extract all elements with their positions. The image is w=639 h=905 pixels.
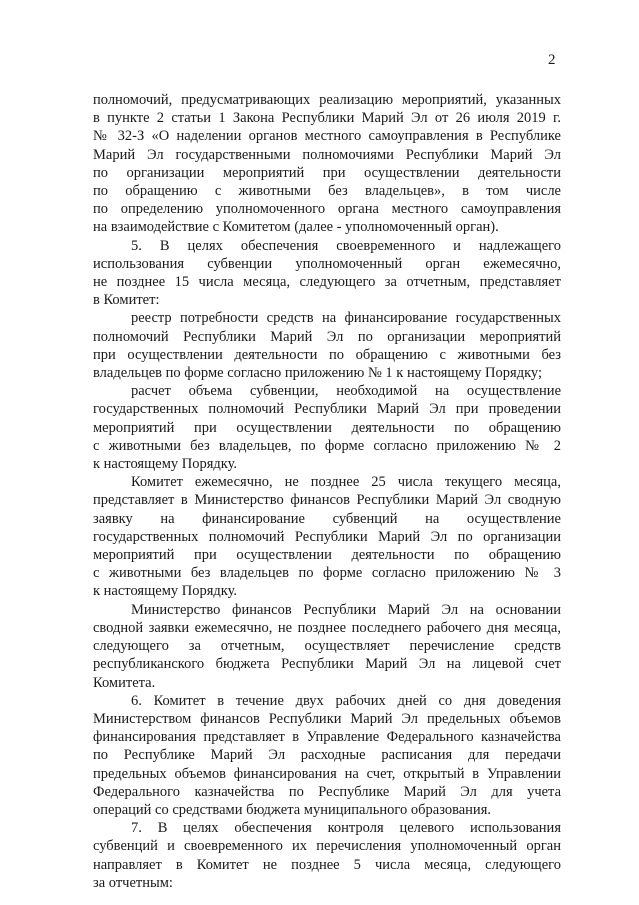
text-line: заявку на финансирование субвенций на осуществление [93, 510, 561, 527]
text-line: Марий Эл государственными полномочиями Республики Марий Эл [93, 146, 561, 163]
text-line: использования субвенции уполномоченный орган ежемесячно, [93, 255, 561, 272]
text-line: расчет объема субвенции, необходимой на осуществление [131, 383, 561, 400]
page-number: 2 [548, 52, 556, 68]
paragraph [93, 819, 561, 892]
text-line: по Республике Марий Эл расходные расписания для передачи [93, 747, 561, 764]
text-line: Комитет ежемесячно, не позднее 25 числа текущего месяца, [131, 474, 561, 491]
paragraph [93, 237, 561, 310]
text-line: представляет в Министерство финансов Республики Марий Эл сводную [93, 492, 561, 509]
text-line: финансирования представляет в Управление Федерального казначейства [93, 729, 561, 746]
text-line: № 32-З «О наделении органов местного самоуправления в Республике [93, 128, 561, 145]
paragraph [93, 692, 561, 819]
text-line: предельных объемов финансирования на счет, открытый в Управлении [93, 765, 561, 782]
text-line: государственных полномочий Республики Марий Эл по организации [93, 528, 561, 545]
paragraph [93, 473, 561, 600]
text-line: к настоящему Порядку. [93, 456, 238, 473]
text-line: по организации мероприятий при осуществлении деятельности [93, 164, 561, 181]
text-line: с животными без владельцев по форме согласно приложению № 3 [93, 565, 561, 582]
text-line: по обращению с животными без владельцев», в том числе [93, 183, 561, 200]
text-line: сводной заявки ежемесячно, не позднее последнего рабочего дня месяца, [93, 619, 561, 636]
text-line: полномочий Республики Марий Эл по организации мероприятий [93, 328, 561, 345]
text-line: при осуществлении деятельности по обращению с животными без [93, 346, 561, 363]
text-line: Министерство финансов Республики Марий Эл на основании [131, 601, 561, 618]
text-line: 5. В целях обеспечения своевременного и надлежащего [131, 237, 561, 254]
text-line: реестр потребности средств на финансирование государственных [131, 310, 561, 327]
text-line: на взаимодействие с Комитетом (далее - уполномоченный орган). [93, 219, 499, 236]
text-line: мероприятий при осуществлении деятельности по обращению [93, 547, 561, 564]
text-line: с животными без владельцев, по форме согласно приложению № 2 [93, 437, 561, 454]
text-line: мероприятий при осуществлении деятельности по обращению [93, 419, 561, 436]
text-line: полномочий, предусматривающих реализацию мероприятий, указанных [93, 92, 561, 108]
text-line: к настоящему Порядку. [93, 583, 238, 600]
text-line: Федерального казначейства по Республике Марий Эл для учета [93, 783, 561, 800]
paragraph [93, 309, 561, 382]
text-line: операций со средствами бюджета муниципального образования. [93, 801, 491, 818]
text-line: за отчетным: [93, 874, 173, 891]
text-line: субвенций и своевременного их перечисления уполномоченный орган [93, 838, 561, 855]
text-line: в Комитет: [93, 292, 160, 309]
document-body [93, 91, 561, 892]
text-line: в пункте 2 статьи 1 Закона Республики Марий Эл от 26 июля 2019 г. [93, 110, 561, 127]
text-line: направляет в Комитет не позднее 5 числа месяца, следующего [93, 856, 561, 873]
text-line: по определению уполномоченного органа местного самоуправления [93, 201, 561, 218]
text-line: 7. В целях обеспечения контроля целевого использования [131, 820, 561, 837]
text-line: следующего за отчетным, осуществляет перечисление средств [93, 638, 561, 655]
text-line: не позднее 15 числа месяца, следующего за отчетным, представляет [93, 274, 561, 291]
text-line: Комитета. [93, 674, 156, 691]
text-line: Министерством финансов Республики Марий Эл предельных объемов [93, 710, 561, 727]
text-line: 6. Комитет в течение двух рабочих дней со дня доведения [131, 692, 561, 709]
paragraph [93, 91, 561, 237]
paragraph [93, 382, 561, 473]
text-line: республиканского бюджета Республики Марий Эл на лицевой счет [93, 656, 561, 673]
text-line: государственных полномочий Республики Марий Эл при проведении [93, 401, 561, 418]
paragraph [93, 601, 561, 692]
text-line: владельцев по форме согласно приложению № 1 к настоящему Порядку; [93, 365, 542, 382]
